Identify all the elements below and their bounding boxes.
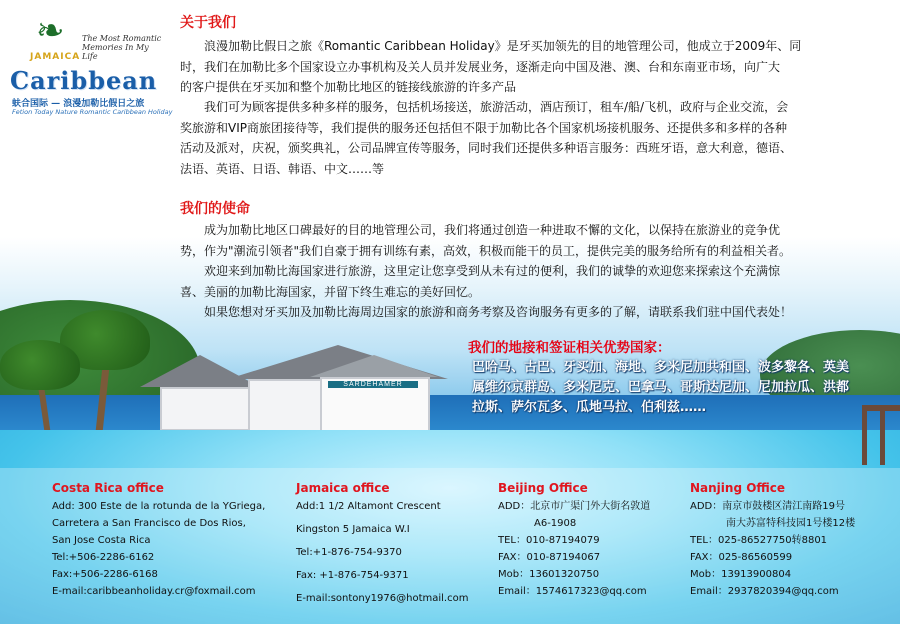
office-line: Fax:+506-2286-6168: [52, 569, 158, 580]
bar-sign: SARDEHAMER: [328, 381, 418, 388]
office-title: Beijing Office: [498, 481, 588, 495]
company-logo: [8, 11, 173, 116]
advantage-heading: 我们的地接和签证相关优势国家：: [468, 340, 671, 356]
office-nanjing: [690, 480, 855, 600]
office-line: ADD：北京市广渠门外大街名敦道: [498, 501, 651, 512]
office-line: Carretera a San Francisco de Dos Rios,: [52, 518, 246, 529]
about-paragraph-2: [180, 97, 792, 179]
office-email: E-mail:caribbeanholiday.cr@foxmail.com: [52, 586, 256, 597]
text-line: 拉斯、萨尔瓦多、瓜地马拉、伯利兹……: [472, 400, 707, 415]
text-line: 如果您想对牙买加及加勒比海周边国家的旅游和商务考察及咨询服务有更多的了解，请联系我们驻中国代表处！: [204, 305, 793, 319]
office-costa-rica: [52, 480, 265, 600]
office-line: Kingston 5 Jamaica W.I: [296, 524, 410, 535]
mission-heading: 我们的使命: [180, 201, 250, 217]
office-line: TEL：010-87194079: [498, 535, 600, 546]
hummingbird-icon: ❧: [36, 11, 65, 51]
office-email: E-mail:sontony1976@hotmail.com: [296, 593, 469, 604]
office-line: Fax: +1-876-754-9371: [296, 570, 409, 581]
mission-paragraph-1: [180, 220, 791, 261]
office-email: Email：1574617323@qq.com: [498, 586, 647, 597]
text-line: 我们可为顾客提供多种多样的服务，包括机场接送，旅游活动，酒店预订，租车/船/飞机，政府与企业交流，会: [204, 100, 789, 114]
text-line: 奖旅游和VIP商旅团接待等，我们提供的服务还包括但不限于加勒比各个国家机场接机服务、还提供多和多样的各种: [180, 120, 787, 135]
about-paragraph-1: [180, 36, 801, 98]
text-line: 成为加勒比地区口碑最好的目的地管理公司，我们将通过创造一种进取不懈的文化，以保持在旅游业的竞争优: [204, 223, 781, 237]
logo-chinese-slogan: 蚨合国际 — 浪漫加勒比假日之旅: [12, 99, 145, 109]
office-title: Jamaica office: [296, 481, 390, 495]
text-line: 巴哈马、古巴、牙买加、海地、多米尼加共和国、波多黎各、英美: [472, 360, 850, 375]
office-email: Email：2937820394@qq.com: [690, 586, 839, 597]
office-title: Costa Rica office: [52, 481, 164, 495]
text-line: 势，作为"潮流引领者"我们自豪于拥有训练有素，高效，积极而能干的员工，提供完美的服务给所有的利益相关者。: [180, 243, 792, 258]
mission-paragraph-3: [180, 302, 792, 323]
about-heading: 关于我们: [180, 15, 236, 31]
text-line: 浪漫加勒比假日之旅《Romantic Caribbean Holiday》是牙买加领先的目的地管理公司，他成立于2009年、同: [204, 39, 802, 53]
office-line: Add:1 1/2 Altamont Crescent: [296, 501, 441, 512]
office-line: Tel:+1-876-754-9370: [296, 547, 402, 558]
text-line: 法语、英语、日语、韩语、中文……等: [180, 161, 385, 176]
office-jamaica: [296, 480, 468, 607]
office-line: ADD：南京市鼓楼区清江南路19号: [690, 501, 845, 512]
office-line: Mob：13913900804: [690, 569, 792, 580]
text-line: 属维尔京群岛、多米尼克、巴拿马、哥斯达尼加、尼加拉瓜、洪都: [472, 380, 850, 395]
office-line: FAX：025-86560599: [690, 552, 793, 563]
text-line: 的客户提供在牙买加和整个加勒比地区的链接线旅游的许多产品: [180, 80, 517, 94]
office-line: A6-1908: [534, 518, 577, 529]
office-line: 南大苏富特科技园1号楼12楼: [726, 518, 856, 529]
office-line: Add: 300 Este de la rotunda de la YGriega,: [52, 501, 266, 512]
office-line: TEL：025-86527750转8801: [690, 535, 828, 546]
office-beijing: [498, 480, 650, 600]
text-line: 活动及派对，庆祝，颁奖典礼，公司品牌宣传等服务，同时我们还提供多种语言服务：西班牙语，意大利意，德语、: [180, 141, 793, 155]
office-line: Tel:+506-2286-6162: [52, 552, 155, 563]
mission-paragraph-2: [180, 261, 780, 302]
logo-jamaica-text: JAMAICA: [30, 52, 81, 62]
office-line: Mob：13601320750: [498, 569, 600, 580]
logo-subtitle: Fetion Today Nature Romantic Caribbean Holiday: [12, 108, 173, 116]
text-line: 欢迎来到加勒比海国家进行旅游，这里定让您享受到从未有过的便利，我们的诚挚的欢迎您来探索这个充满惊: [204, 264, 781, 278]
office-line: San Jose Costa Rica: [52, 535, 151, 546]
text-line: 喜、美丽的加勒比海国家，并留下终生难忘的美好回忆。: [180, 284, 481, 299]
logo-wordmark: Caribbean: [10, 66, 158, 95]
palm-tree: [0, 340, 80, 390]
office-line: FAX：010-87194067: [498, 552, 601, 563]
logo-tagline: The Most Romantic Memories In My Life: [82, 34, 162, 61]
text-line: 时，我们在加勒比多个国家设立办事机构及关人员并发展业务，逐渐走向中国及港、澳、台和东南亚市场，向广大: [180, 59, 781, 74]
office-title: Nanjing Office: [690, 481, 786, 495]
advantage-country-list: [472, 358, 892, 418]
